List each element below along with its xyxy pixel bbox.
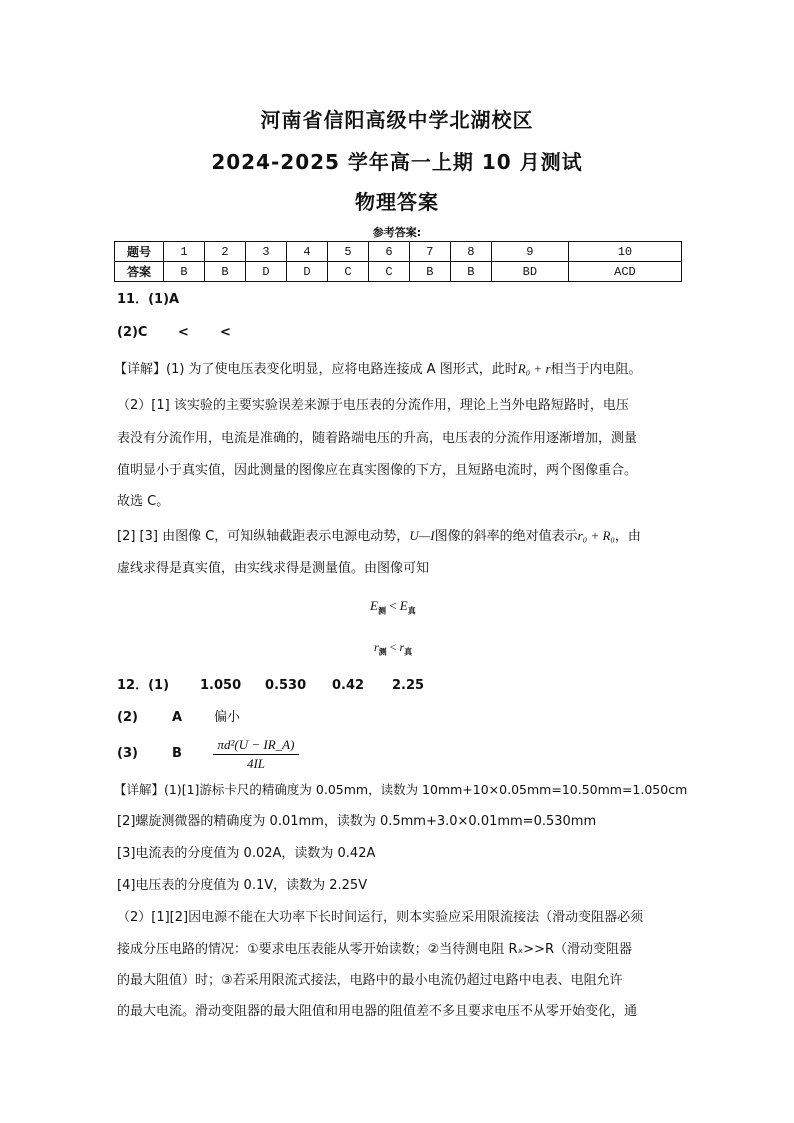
q11-detail-1-suffix: 相当于内电阻。	[550, 362, 642, 377]
question-number: 1	[164, 242, 205, 262]
q12-answer-2-label: (2)	[117, 710, 138, 725]
question-number: 8	[450, 242, 491, 262]
question-number: 2	[204, 242, 245, 262]
answer-table	[114, 241, 682, 282]
exam-title: 2024-2025 学年高一上期 10 月测试	[211, 150, 583, 174]
answer-cell: BD	[491, 262, 568, 282]
equation-resistance	[374, 640, 412, 657]
q11-detail-1-text: 【详解】(1) 为了使电压表变化明显，应将电路连接成 A 图形式，此时	[114, 362, 518, 377]
answer-cell: C	[327, 262, 368, 282]
q12-value: 1.050	[200, 678, 242, 693]
row-label-answer: 答案	[115, 262, 164, 282]
question-number: 6	[368, 242, 409, 262]
eq2-lhs-sub: 测	[378, 647, 387, 657]
q12-answer-1-label: 12．(1)	[117, 678, 170, 693]
q11-detail-2-line: 故选 C。	[117, 494, 170, 509]
eq1-rhs: E	[399, 598, 408, 613]
math-r0-plus-R0: r₀ + R₀	[577, 528, 615, 543]
eq2-rhs: r	[399, 640, 405, 654]
q12-answer-2-value: 偏小	[214, 710, 241, 725]
answer-cell: D	[245, 262, 286, 282]
answer-cell: B	[204, 262, 245, 282]
answer-cell: B	[164, 262, 205, 282]
question-number-row	[115, 242, 682, 262]
q12-value: 0.530	[265, 678, 307, 693]
answer-cell: B	[450, 262, 491, 282]
q11-answer-2-a: <	[178, 325, 189, 340]
q12-detail-line: 的最大阻值）时；③若采用限流式接法，电路中的最小电流仍超过电路中电表、电阻允许	[117, 973, 623, 988]
q12-answer-3-value: B	[172, 746, 182, 761]
equation-emf	[370, 598, 416, 617]
answer-row	[115, 262, 682, 282]
question-number: 4	[286, 242, 327, 262]
eq1-op: <	[389, 598, 397, 613]
q12-detail-line: [4]电压表的分度值为 0.1V，读数为 2.25V	[117, 878, 368, 893]
q12-value: 0.42	[332, 678, 365, 693]
q12-detail-line: 的最大电流。滑动变阻器的最大阻值和用电器的阻值差不多且要求电压不从零开始变化，通	[117, 1004, 638, 1019]
answer-cell: B	[409, 262, 450, 282]
row-label-question: 题号	[115, 242, 164, 262]
q11-detail-2-line: 值明显小于真实值，因此测量的图像应在真实图像的下方，且短路电流时，两个图像重合。	[117, 463, 638, 478]
eq2-lhs: r	[374, 640, 379, 654]
question-number: 3	[245, 242, 286, 262]
q12-detail-line: 【详解】(1)[1]游标卡尺的精确度为 0.05mm，读数为 10mm+10×0.05mm=10.50mm=1.050cm	[114, 782, 688, 797]
reference-answers-label: 参考答案:	[372, 226, 422, 239]
q11-detail-3-line-1	[117, 528, 641, 545]
eq2-rhs-sub: 真	[404, 647, 413, 657]
eq1-lhs: E	[370, 598, 378, 613]
eq1-rhs-sub: 真	[407, 606, 416, 616]
q12-detail-line: （2）[1][2]因电源不能在大功率下长时间运行，则本实验应采用限流接法（滑动变阻器必须	[117, 910, 644, 925]
q12-detail-line: [2]螺旋测微器的精确度为 0.01mm，读数为 0.5mm+3.0×0.01mm=0.530mm	[117, 814, 597, 829]
q11-answer-2-label: (2)C	[117, 325, 148, 340]
q11-detail-3-text: [2] [3] 由图像 C，可知纵轴截距表示电源电动势，	[117, 529, 410, 544]
q12-detail-line: [3]电流表的分度值为 0.02A，读数为 0.42A	[117, 846, 376, 861]
school-title: 河南省信阳高级中学北湖校区	[260, 108, 534, 132]
question-number: 7	[409, 242, 450, 262]
answer-cell: ACD	[568, 262, 681, 282]
q11-detail-2-line: （2）[1] 该实验的主要实验误差来源于电压表的分流作用，理论上当外电路短路时，电压	[117, 398, 629, 413]
question-number: 10	[568, 242, 681, 262]
q12-value: 2.25	[392, 678, 425, 693]
q11-detail-3-mid: 图像的斜率的绝对值表示	[434, 529, 578, 544]
formula-numerator: πd²(U − IR_A)	[213, 737, 299, 755]
q11-detail-3-suffix: ，由	[614, 529, 641, 544]
answer-cell: C	[368, 262, 409, 282]
subject-title: 物理答案	[355, 190, 439, 214]
q12-answer-2-value: A	[172, 710, 183, 725]
question-number: 9	[491, 242, 568, 262]
q11-detail-2-line: 表没有分流作用，电流是准确的，随着路端电压的升高，电压表的分流作用逐渐增加，测量	[117, 431, 638, 446]
math-u-i: U—I	[409, 528, 435, 543]
question-number: 5	[327, 242, 368, 262]
answer-cell: D	[286, 262, 327, 282]
q12-answer-3-label: (3)	[117, 746, 138, 761]
eq2-op: <	[389, 640, 397, 654]
q11-detail-3-line-2: 虚线求得是真实值，由实线求得是测量值。由图像可知	[117, 561, 430, 576]
formula-denominator: 4IL	[246, 756, 266, 771]
q11-detail-1	[114, 361, 642, 378]
q12-detail-line: 接成分压电路的情况：①要求电压表能从零开始读数；②当待测电阻 Rₓ>>R（滑动变阻器	[117, 942, 633, 957]
q11-answer-2-b: <	[220, 325, 231, 340]
eq1-lhs-sub: 测	[377, 606, 386, 616]
resistivity-formula	[213, 737, 299, 772]
q11-answer-1: 11．(1)A	[117, 292, 180, 307]
math-r0-plus-r: R₀ + r	[517, 361, 551, 376]
